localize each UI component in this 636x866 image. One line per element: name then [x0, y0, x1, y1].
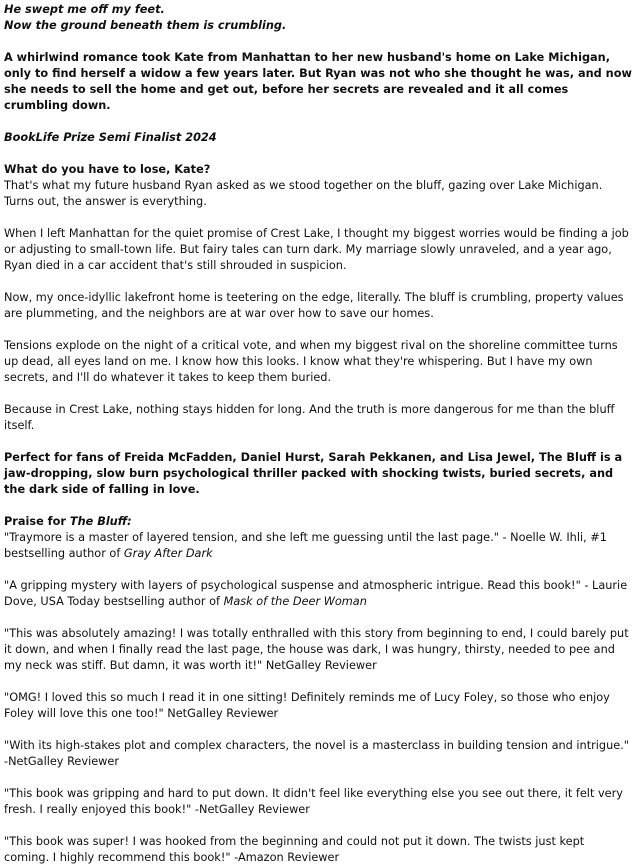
praise-quote-4: "OMG! I loved this so much I read it in one sitting! Definitely reminds me of Lucy Foley, so those who enjoy Foley will love this one too!" NetGalley Reviewer — [4, 691, 610, 720]
body-paragraph-4: Because in Crest Lake, nothing stays hidden for long. And the truth is more dangerous for me than the bluff itself. — [4, 403, 615, 432]
praise-quote-7: "This book was super! I was hooked from the beginning and could not put it down. The twists just kept coming. I highly recommend this book!" -Amazon Reviewer — [4, 835, 585, 864]
tagline — [4, 2, 632, 34]
tagline-line-2: Now the ground beneath them is crumbling. — [4, 19, 287, 32]
opening-line-1: That's what my future husband Ryan asked as we stood together on the bluff, gazing over Lake Michigan. — [4, 179, 603, 192]
opening-section — [4, 162, 632, 210]
body-paragraph-2: Now, my once-idyllic lakefront home is teetering on the edge, literally. The bluff is crumbling, property values are plummeting, and the neighbors are at war over how to save our homes. — [4, 291, 624, 320]
praise-quote-1 — [4, 514, 632, 562]
body-paragraph-1: When I left Manhattan for the quiet promise of Crest Lake, I thought my biggest worries would be finding a job or adjusting to small-town life. But fairy tales can turn dark. My marriage slowly unraveled, and a year ago, Ryan died in a car accident that's still shrouded in suspicion. — [4, 227, 629, 272]
praise-label: Praise for — [4, 515, 70, 528]
praise-quote-5: "With its high-stakes plot and complex characters, the novel is a masterclass in building tension and intrigue." -NetGalley Reviewer — [4, 739, 630, 768]
award-line: BookLife Prize Semi Finalist 2024 — [4, 131, 217, 144]
praise-quote-2 — [4, 578, 632, 610]
quote-1-book: Gray After Dark — [123, 547, 213, 560]
quote-2-book: Mask of the Deer Woman — [223, 595, 367, 608]
praise-quote-3: "This was absolutely amazing! I was totally enthralled with this story from beginning to end, I could barely put it down, and when I finally read the last page, the house was dark, I was hungry, thirsty, needed to pee and my neck was stiff. But damn, it was worth it!" NetGalley Reviewer — [4, 627, 629, 672]
opening-line-2: Turns out, the answer is everything. — [4, 195, 207, 208]
quote-1-text: "Traymore is a master of layered tension, and she left me guessing until the last page." - Noelle W. Ihli, #1 bestselling author of — [4, 531, 607, 560]
praise-book-title: The Bluff: — [69, 515, 132, 528]
tagline-line-1: He swept me off my feet. — [4, 3, 165, 16]
pitch-paragraph: Perfect for fans of Freida McFadden, Daniel Hurst, Sarah Pekkanen, and Lisa Jewel, The Bluff is a jaw-dropping, slow burn psychological thriller packed with shocking twists, buried secrets, and the dark side of falling in love. — [4, 451, 623, 496]
body-paragraph-3: Tensions explode on the night of a critical vote, and when my biggest rival on the shoreline committee turns up dead, all eyes land on me. I know how this looks. I know what they're whispering. But I have my own secrets, and I'll do whatever it takes to keep them buried. — [4, 339, 618, 384]
praise-quote-6: "This book was gripping and hard to put down. It didn't feel like everything else you see out there, it felt very fresh. I really enjoyed this book!" -NetGalley Reviewer — [4, 787, 623, 816]
section-heading: What do you have to lose, Kate? — [4, 163, 211, 176]
hook-paragraph: A whirlwind romance took Kate from Manhattan to her new husband's home on Lake Michigan, only to find herself a widow a few years later. But Ryan was not who she thought he was, and now she needs to sell the home and get out, before her secrets are revealed and it all comes crumbling down. — [4, 51, 632, 112]
praise-heading — [4, 515, 132, 528]
quote-2-text: "A gripping mystery with layers of psychological suspense and atmospheric intrigue. Read this book!" - Laurie Dove, USA Today bestselling author of — [4, 579, 628, 608]
